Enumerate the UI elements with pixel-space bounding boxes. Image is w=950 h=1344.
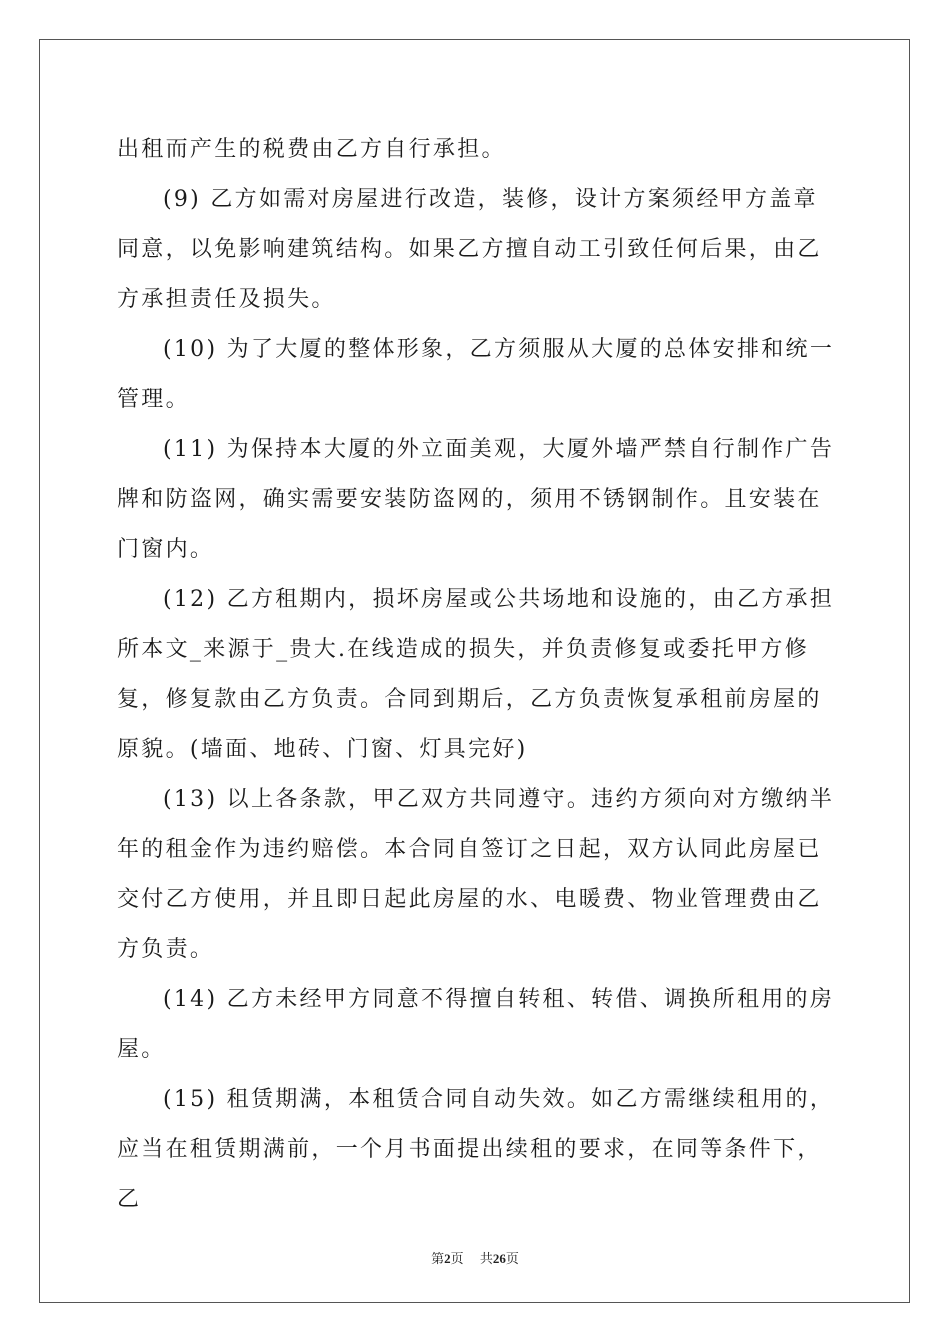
page-footer	[0, 1248, 950, 1267]
current-page: 第2页	[431, 1251, 464, 1267]
clause-12: (12) 乙方租期内，损坏房屋或公共场地和设施的，由乙方承担所本文_来源于_贵大.在线造成的损失，并负责修复或委托甲方修复，修复款由乙方负责。合同到期后，乙方负责恢复承租前房屋的原貌。(墙面、地砖、门窗、灯具完好)	[117, 587, 835, 762]
paragraph-continuation: 出租而产生的税费由乙方自行承担。	[117, 137, 506, 162]
clause-10: (10) 为了大厦的整体形象，乙方须服从大厦的总体安排和统一管理。	[117, 337, 835, 412]
clause-11: (11) 为保持本大厦的外立面美观，大厦外墙严禁自行制作广告牌和防盗网，确实需要安装防盗网的，须用不锈钢制作。且安装在门窗内。	[117, 437, 835, 562]
total-pages: 共26页	[479, 1251, 519, 1267]
clause-15: (15) 租赁期满，本租赁合同自动失效。如乙方需继续租用的，应当在租赁期满前，一个月书面提出续租的要求，在同等条件下，乙	[117, 1087, 835, 1212]
document-body	[117, 125, 837, 1225]
clause-14: (14) 乙方未经甲方同意不得擅自转租、转借、调换所租用的房屋。	[117, 987, 835, 1062]
clause-13: (13) 以上各条款，甲乙双方共同遵守。违约方须向对方缴纳半年的租金作为违约赔偿。本合同自签订之日起，双方认同此房屋已交付乙方使用，并且即日起此房屋的水、电暖费、物业管理费由乙方负责。	[117, 787, 835, 962]
clause-9: (9) 乙方如需对房屋进行改造，装修，设计方案须经甲方盖章同意，以免影响建筑结构。如果乙方擅自动工引致任何后果，由乙方承担责任及损失。	[117, 187, 822, 312]
